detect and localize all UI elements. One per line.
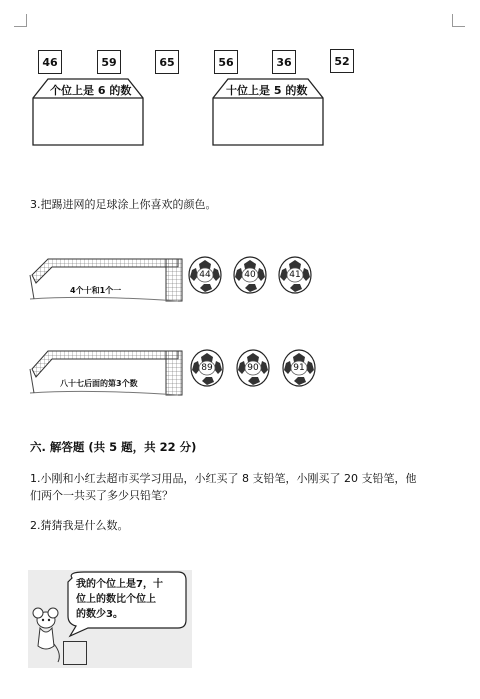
soccer-goal-net-2 <box>28 347 184 399</box>
number-card: 65 <box>155 50 179 74</box>
ball-number: 89 <box>201 363 213 373</box>
goal-1-caption: 4个十和1个一 <box>70 286 122 295</box>
answer-box[interactable] <box>63 641 87 665</box>
ball-number: 91 <box>293 363 305 373</box>
number-card: 52 <box>330 49 354 73</box>
bubble-line-2: 位上的数比个位上 <box>76 594 156 605</box>
soccer-ball-6[interactable] <box>282 349 316 387</box>
ball-number: 90 <box>247 363 259 373</box>
question-3-text: 3.把踢进网的足球涂上你喜欢的颜色。 <box>30 198 217 211</box>
bubble-line-1: 我的个位上是7，十 <box>76 579 163 590</box>
section-6-title: 六. 解答题 (共 5 题，共 22 分) <box>30 440 197 454</box>
soccer-ball-2[interactable] <box>233 256 267 294</box>
bubble-line-3: 的数少3。 <box>76 609 123 620</box>
number-card: 46 <box>38 50 62 74</box>
goal-2-caption: 八十七后面的第3个数 <box>60 379 138 388</box>
ball-number: 41 <box>289 270 301 280</box>
soccer-ball-5[interactable] <box>236 349 270 387</box>
number-card: 36 <box>272 50 296 74</box>
ball-number: 44 <box>199 270 211 280</box>
question-1-line-1: 1.小刚和小红去超市买学习用品，小红买了 8 支铅笔，小刚买了 20 支铅笔，他 <box>30 472 417 485</box>
soccer-ball-4[interactable] <box>190 349 224 387</box>
question-1-line-2: 们两个一共买了多少只铅笔？ <box>30 489 173 502</box>
soccer-ball-3[interactable] <box>278 256 312 294</box>
number-card: 56 <box>214 50 238 74</box>
soccer-goal-net-1 <box>28 255 184 305</box>
right-house-label: 十位上是 5 的数 <box>226 84 308 97</box>
page-corner-mark-right <box>452 14 465 27</box>
question-2-text: 2.猜猜我是什么数。 <box>30 519 129 532</box>
soccer-ball-1[interactable] <box>188 256 222 294</box>
ball-number: 40 <box>244 270 256 280</box>
number-card: 59 <box>97 50 121 74</box>
left-house-label: 个位上是 6 的数 <box>50 84 132 97</box>
page-corner-mark-left <box>14 14 27 27</box>
